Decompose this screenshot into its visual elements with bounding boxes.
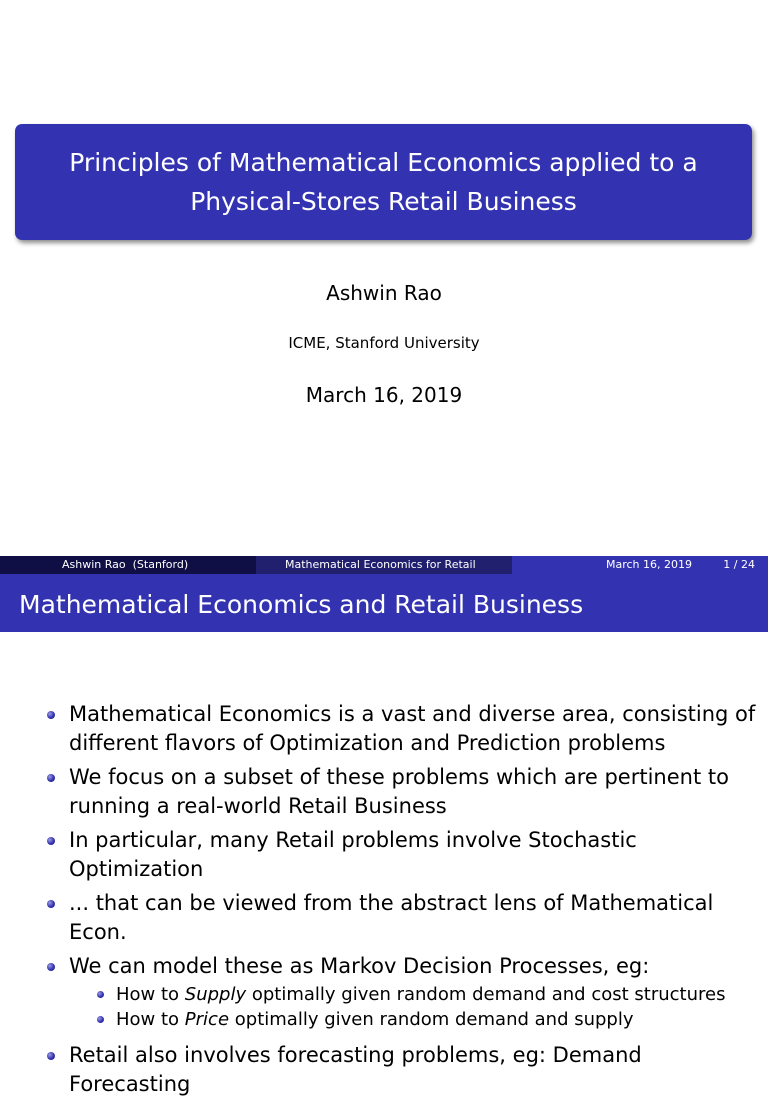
sub-item-text: How to [116, 1009, 185, 1030]
list-item-line: Retail also involves forecasting problems, eg: Demand Forecasting [69, 1043, 642, 1096]
sub-bullet-list [0, 982, 768, 1032]
footer-page-number: 1 / 24 [723, 558, 755, 571]
list-item [0, 889, 768, 947]
sub-item-text: optimally given random demand and supply [229, 1009, 634, 1030]
bullet-icon [47, 837, 55, 845]
sub-list-item [0, 1007, 768, 1032]
list-item [0, 1041, 768, 1099]
bullet-icon [47, 900, 55, 908]
bullet-icon [47, 1052, 55, 1060]
sub-item-text: optimally given random demand and cost structures [246, 984, 726, 1005]
frame-title: Mathematical Economics and Retail Business [19, 590, 584, 619]
bullet-list [0, 700, 768, 1104]
slide-footer [0, 556, 768, 574]
sub-item-text: How to [116, 984, 185, 1005]
footer-right [512, 556, 768, 574]
list-item [0, 763, 768, 821]
list-item-line: ... that can be viewed from the abstract lens of Mathematical Econ. [69, 891, 714, 944]
sub-bullet-icon [97, 1016, 104, 1023]
footer-date: March 16, 2019 [606, 558, 693, 571]
bullet-icon [47, 711, 55, 719]
frame-title-bar [0, 574, 768, 632]
sub-item-emphasis: Supply [184, 984, 247, 1005]
list-item-line: We focus on a subset of these problems which are pertinent to [69, 765, 729, 789]
list-item [0, 826, 768, 884]
list-item-line: Mathematical Economics is a vast and diverse area, consisting of [69, 702, 756, 726]
title-box [15, 124, 752, 240]
list-item-line: different flavors of Optimization and Prediction problems [69, 731, 666, 755]
institute: ICME, Stanford University [288, 334, 480, 352]
author: Ashwin Rao [326, 281, 442, 305]
footer-short-title: Mathematical Economics for Retail [256, 556, 512, 574]
footer-author: Ashwin Rao (Stanford) [0, 556, 256, 574]
bullet-icon [47, 963, 55, 971]
list-item-line: In particular, many Retail problems involve Stochastic Optimization [69, 828, 637, 881]
title-line-1: Principles of Mathematical Economics applied to a [69, 148, 698, 177]
sub-bullet-icon [97, 991, 104, 998]
sub-list-item [0, 982, 768, 1007]
list-item [0, 700, 768, 758]
list-item-line: running a real-world Retail Business [69, 794, 447, 818]
title-line-2: Physical-Stores Retail Business [190, 187, 577, 216]
list-item [0, 952, 768, 981]
date: March 16, 2019 [305, 383, 463, 407]
sub-item-emphasis: Price [184, 1009, 230, 1030]
list-item-line: We can model these as Markov Decision Processes, eg: [69, 954, 650, 978]
bullet-icon [47, 774, 55, 782]
